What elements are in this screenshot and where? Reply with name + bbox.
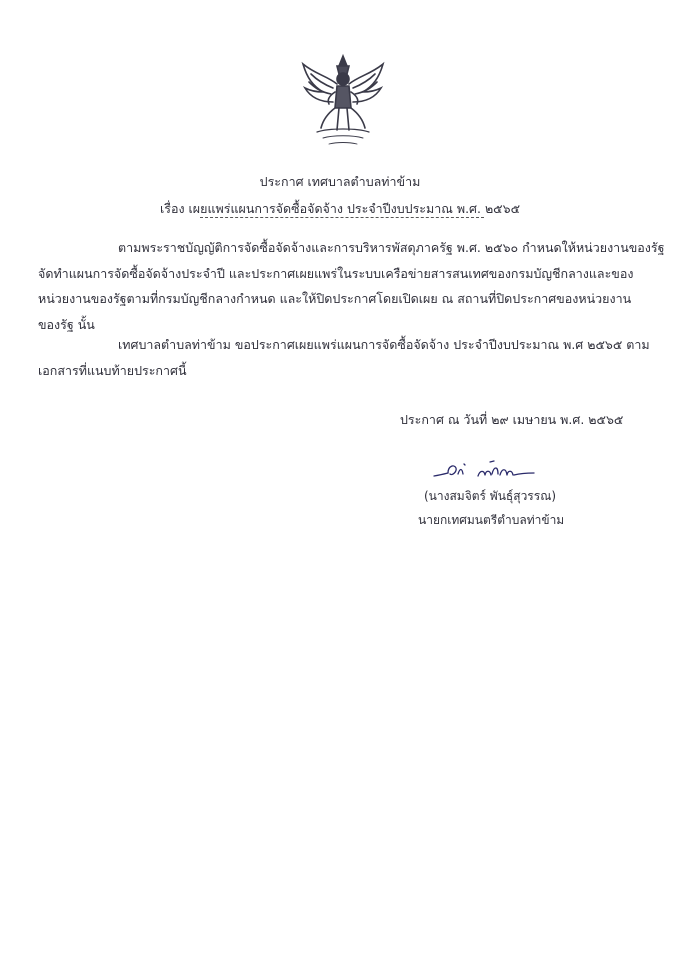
handwritten-signature — [430, 458, 540, 484]
body-paragraph-2 — [38, 332, 650, 383]
signer-name: (นางสมจิตร์ พันธุ์สุวรรณ) — [424, 489, 557, 503]
signer-title: นายกเทศมนตรีตำบลท่าข้าม — [418, 513, 565, 527]
announcement-subject: เรื่อง เผยแพร่แผนการจัดซื้อจัดจ้าง ประจำปีงบประมาณ พ.ศ. ๒๕๖๕ — [159, 201, 521, 216]
paragraph-line: เทศบาลตำบลท่าข้าม ขอประกาศเผยแพร่แผนการจัดซื้อจัดจ้าง ประจำปีงบประมาณ พ.ศ ๒๕๖๕ ตาม — [118, 337, 650, 352]
announcement-title: ประกาศ เทศบาลตำบลท่าข้าม — [259, 174, 421, 189]
body-paragraph-1 — [38, 235, 665, 337]
paragraph-line: ตามพระราชบัญญัติการจัดซื้อจัดจ้างและการบริหารพัสดุภาครัฐ พ.ศ. ๒๕๖๐ กำหนดให้หน่วยงานของรัฐ — [118, 240, 665, 255]
paragraph-line: จัดทำแผนการจัดซื้อจัดจ้างประจำปี และประกาศเผยแพร่ในระบบเครือข่ายสารสนเทศของกรมบัญชีกลางและของ — [38, 265, 634, 281]
paragraph-line: เอกสารที่แนบท้ายประกาศนี้ — [38, 362, 187, 378]
garuda-emblem-icon — [293, 52, 393, 152]
title-divider — [200, 217, 484, 218]
paragraph-line: หน่วยงานของรัฐตามที่กรมบัญชีกลางกำหนด และให้ปิดประกาศโดยเปิดเผย ณ สถานที่ปิดประกาศของหน่วยงาน — [38, 291, 632, 306]
announcement-date: ประกาศ ณ วันที่ ๒๙ เมษายน พ.ศ. ๒๕๖๕ — [400, 412, 624, 427]
paragraph-line: ของรัฐ นั้น — [38, 316, 95, 332]
